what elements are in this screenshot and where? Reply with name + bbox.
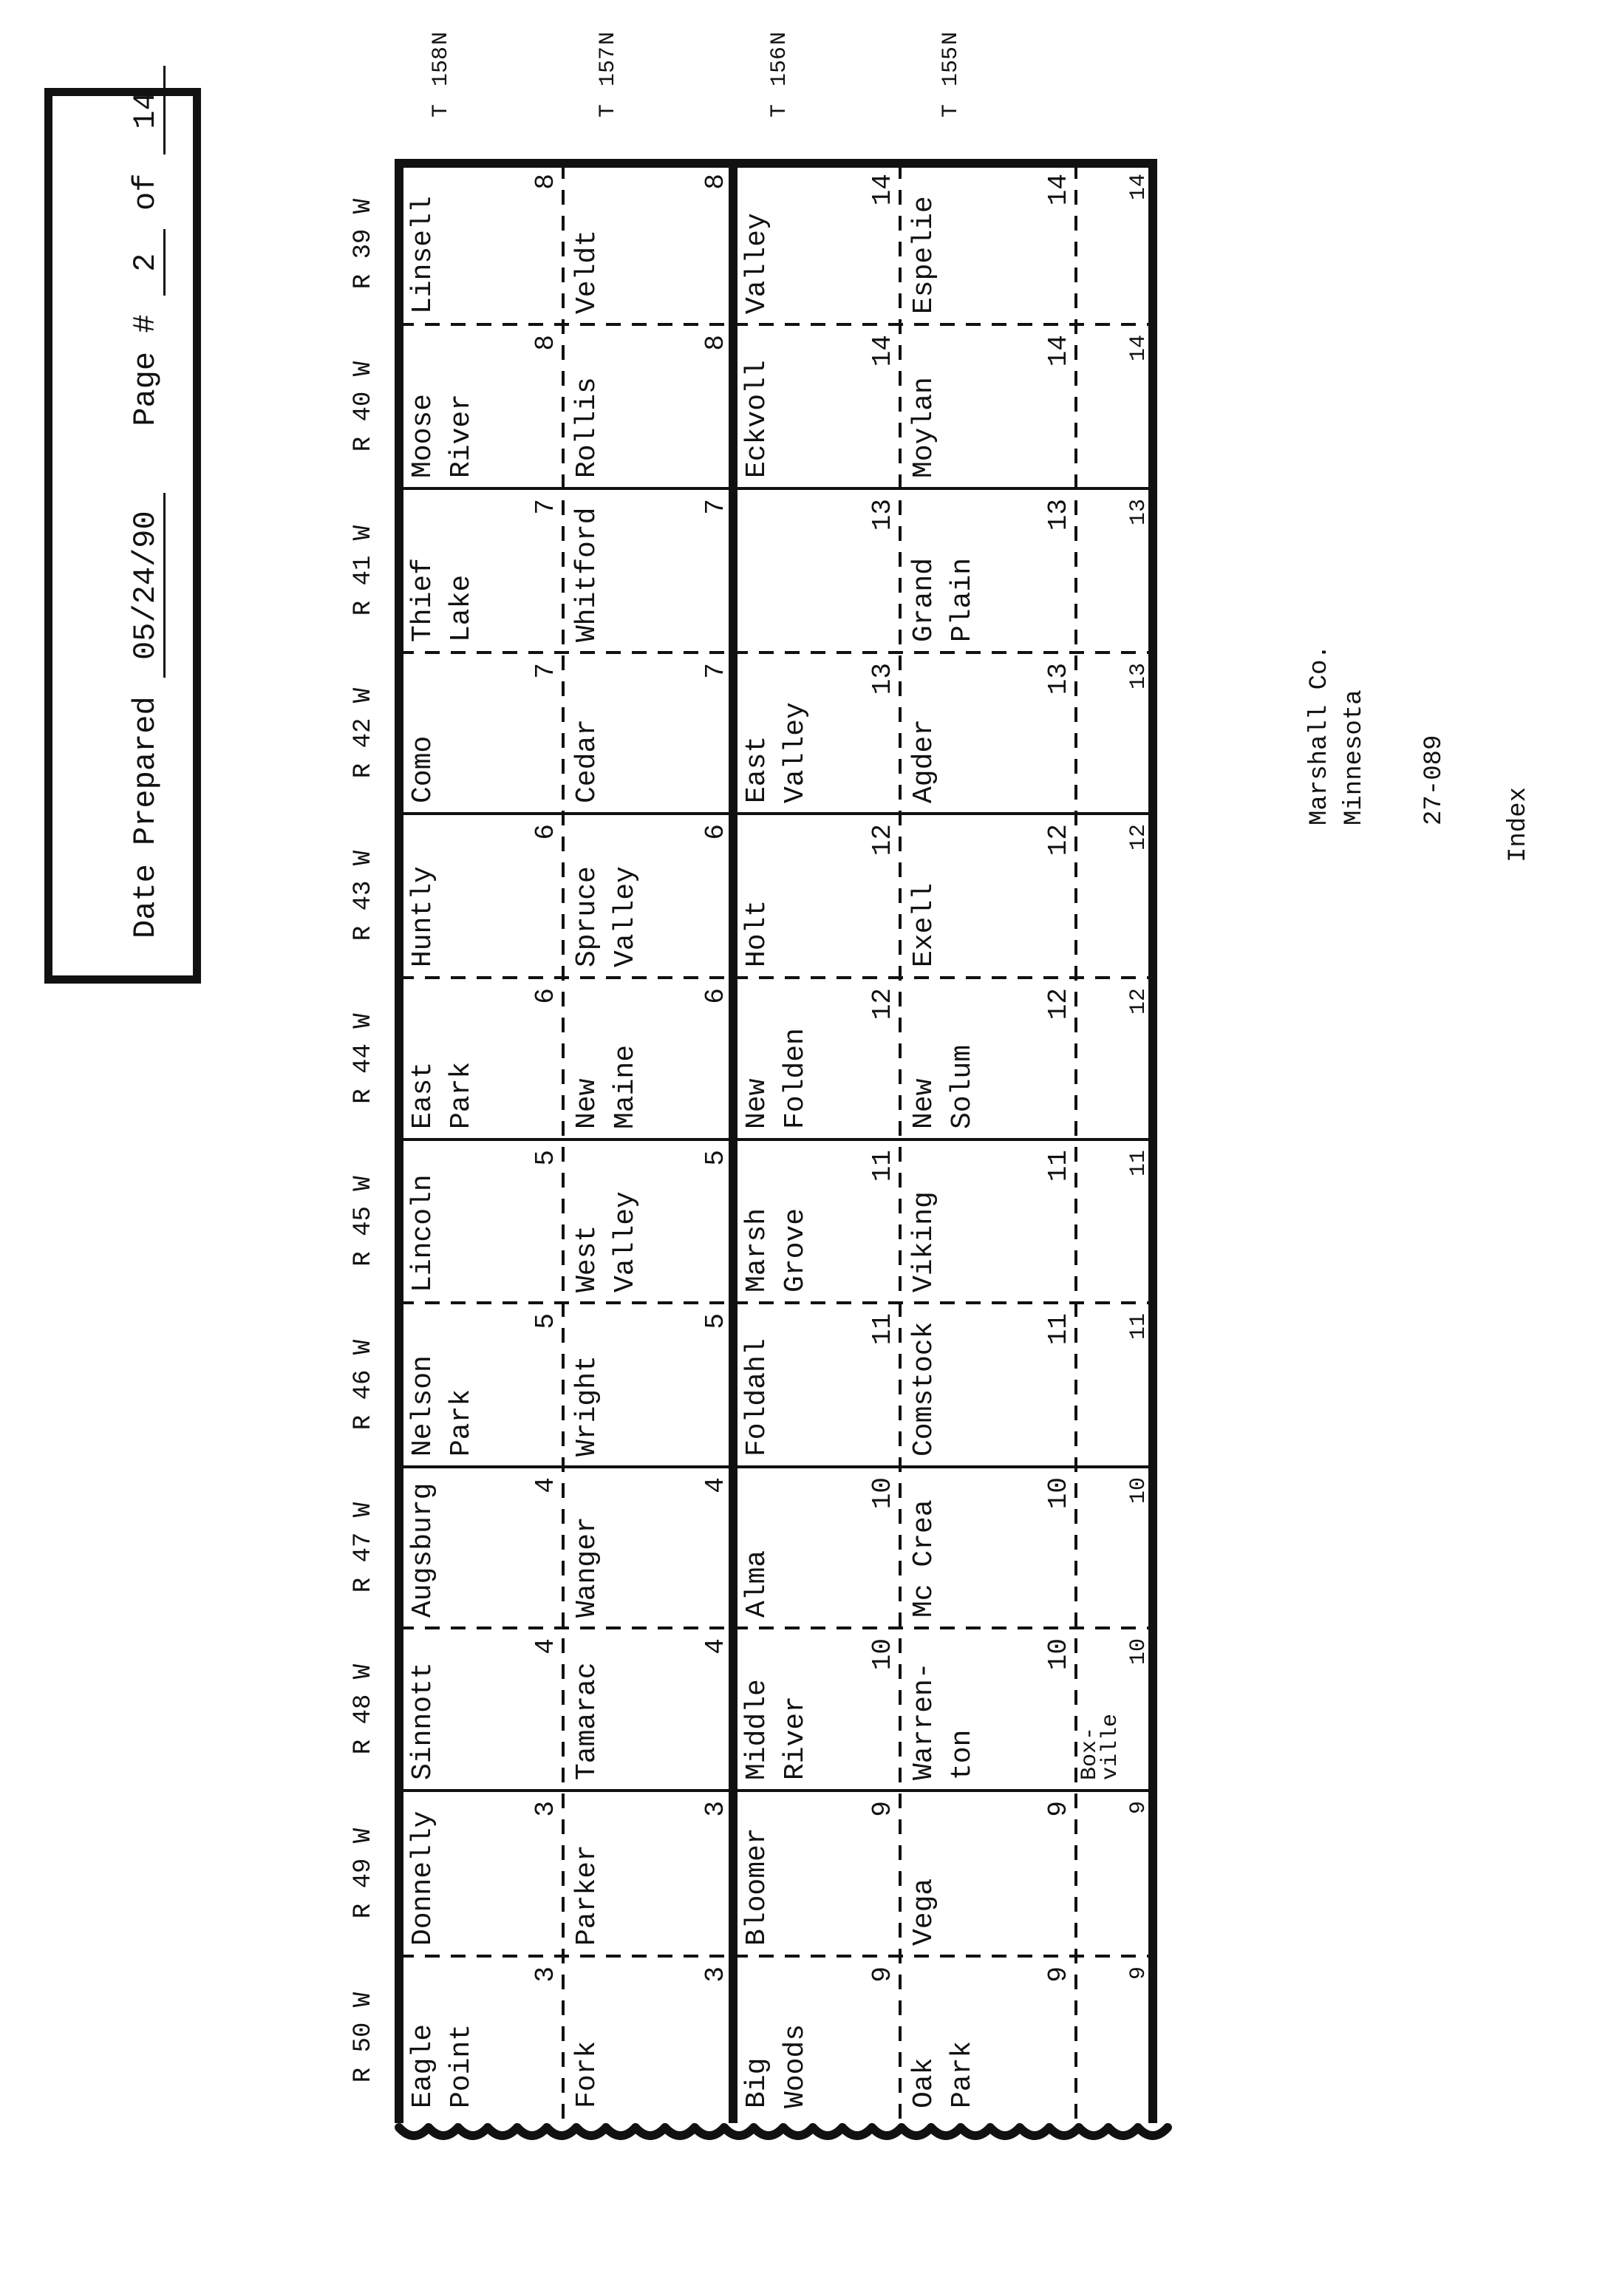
township-name-line: Grand	[908, 557, 940, 642]
township-name-line: ton	[947, 1729, 978, 1780]
page-ref-14: 14	[1126, 335, 1151, 362]
page-number: 2	[128, 229, 166, 296]
range-label-r-50-w: R 50 W	[350, 1992, 378, 2083]
township-n-label: N	[767, 31, 792, 45]
township-t-label: T	[429, 103, 454, 117]
range-label-r-44-w: R 44 W	[350, 1013, 378, 1104]
page-ref-11: 11	[868, 1150, 898, 1182]
township-name-line: Oak	[908, 2057, 940, 2108]
page-ref-14: 14	[1126, 174, 1151, 201]
township-name-line: Valley	[741, 213, 773, 314]
page-ref-13: 13	[868, 499, 898, 531]
township-name-line: Tamarac	[571, 1662, 603, 1780]
page-ref-6: 6	[701, 988, 731, 1004]
page-ref-4: 4	[701, 1638, 731, 1655]
page-ref-8: 8	[531, 174, 561, 190]
range-label-r-42-w: R 42 W	[350, 687, 378, 779]
township-t-label: T	[767, 103, 792, 117]
page-ref-6: 6	[531, 988, 561, 1004]
township-name-line: Eckvoll	[741, 360, 773, 478]
page-ref-9: 9	[868, 1966, 898, 1983]
township-name-line: Park	[446, 1389, 477, 1457]
township-name-line: Solum	[947, 1044, 978, 1129]
of-label: of	[128, 173, 163, 211]
township-name-line: Plain	[947, 557, 978, 642]
township-name-line: Folden	[780, 1028, 811, 1129]
township-name-line: Holt	[741, 899, 773, 967]
township-name-line: Moylan	[908, 377, 940, 478]
page-total: 14	[128, 66, 166, 154]
page-ref-14: 14	[868, 335, 898, 367]
page-ref-4: 4	[531, 1477, 561, 1493]
township-n-label: N	[938, 31, 964, 45]
township-name-line: Como	[407, 735, 439, 803]
township-name-line: Park	[947, 2040, 978, 2108]
township-name-line: Espelie	[908, 196, 940, 314]
page-ref-9: 9	[1043, 1801, 1074, 1817]
township-name-line: Warren-	[908, 1662, 940, 1780]
page-ref-11: 11	[1043, 1313, 1074, 1346]
page-ref-8: 8	[701, 174, 731, 190]
township-name-line: Spruce	[571, 866, 603, 967]
township-name-line: Eagle	[407, 2023, 439, 2108]
township-name-line: Sinnott	[407, 1662, 439, 1780]
township-name-line: River	[446, 393, 477, 478]
township-name-line: New	[741, 1078, 773, 1129]
township-name-line: Box-	[1077, 1726, 1103, 1780]
township-name-line: Grove	[780, 1207, 811, 1292]
township-t-label: T	[938, 103, 964, 117]
township-name-line: Whitford	[571, 507, 603, 642]
township-number-158: 158	[429, 46, 454, 86]
page-ref-3: 3	[701, 1801, 731, 1817]
page-ref-3: 3	[531, 1966, 561, 1983]
page-ref-4: 4	[531, 1638, 561, 1655]
page-ref-3: 3	[531, 1801, 561, 1817]
township-name-line: Big	[741, 2057, 773, 2108]
township-name-line: Exell	[908, 882, 940, 967]
index-label: Index	[1505, 786, 1533, 862]
county-boundary-wavy	[399, 2128, 1168, 2136]
township-n-label: N	[429, 31, 454, 45]
page-ref-6: 6	[701, 824, 731, 840]
township-name-line: Moose	[407, 393, 439, 478]
township-name-line: Donnelly	[407, 1810, 439, 1946]
township-n-label: N	[596, 31, 621, 45]
page-ref-12: 12	[1126, 988, 1151, 1015]
township-name-line: Agder	[908, 718, 940, 803]
page-ref-10: 10	[868, 1477, 898, 1510]
page-ref-11: 11	[868, 1313, 898, 1346]
page-ref-13: 13	[868, 663, 898, 695]
page-ref-10: 10	[1126, 1477, 1151, 1505]
page-ref-14: 14	[1043, 335, 1074, 367]
range-label-r-39-w: R 39 W	[350, 198, 378, 290]
township-name-line: Foldahl	[741, 1338, 773, 1457]
township-name-line: Thief	[407, 557, 439, 642]
township-name-line: ville	[1098, 1713, 1123, 1780]
township-name-line: Mc Crea	[908, 1499, 940, 1618]
page-ref-13: 13	[1126, 663, 1151, 690]
township-name-line: Linsell	[407, 196, 439, 314]
township-name-line: Wanger	[571, 1516, 603, 1618]
township-name-line: River	[780, 1695, 811, 1780]
page-ref-6: 6	[531, 824, 561, 840]
page-ref-7: 7	[701, 499, 731, 515]
range-label-r-43-w: R 43 W	[350, 850, 378, 941]
page-ref-14: 14	[868, 174, 898, 206]
township-name-line: East	[407, 1061, 439, 1129]
page-ref-12: 12	[1043, 824, 1074, 856]
township-name-line: East	[741, 735, 773, 803]
township-name-line: Park	[446, 1061, 477, 1129]
township-name-line: Nelson	[407, 1355, 439, 1457]
page-ref-13: 13	[1043, 663, 1074, 695]
page-ref-5: 5	[531, 1150, 561, 1166]
township-name-line: Rollis	[571, 377, 603, 478]
page-ref-7: 7	[701, 663, 731, 679]
township-name-line: Comstock	[908, 1321, 940, 1457]
page-ref-3: 3	[701, 1966, 731, 1983]
township-name-line: Alma	[741, 1550, 773, 1618]
page-ref-9: 9	[1126, 1801, 1151, 1815]
page-ref-12: 12	[868, 824, 898, 856]
township-name-line: New	[908, 1078, 940, 1129]
township-name-line: Middle	[741, 1679, 773, 1780]
page-ref-5: 5	[701, 1313, 731, 1329]
page-ref-10: 10	[1043, 1638, 1074, 1671]
page-ref-7: 7	[531, 663, 561, 679]
page-ref-9: 9	[1043, 1966, 1074, 1983]
township-name-line: Vega	[908, 1878, 940, 1946]
page-ref-11: 11	[1126, 1313, 1151, 1341]
page-ref-8: 8	[701, 335, 731, 351]
township-t-label: T	[596, 103, 621, 117]
county-label: Marshall Co.	[1306, 644, 1334, 825]
range-label-r-49-w: R 49 W	[350, 1827, 378, 1919]
page-ref-13: 13	[1043, 499, 1074, 531]
township-name-line: Wright	[571, 1355, 603, 1457]
date-value: 05/24/90	[128, 493, 166, 678]
township-number-155: 155	[938, 46, 964, 86]
page-ref-5: 5	[701, 1150, 731, 1166]
page-ref-7: 7	[531, 499, 561, 515]
township-name-line: Fork	[571, 2040, 603, 2108]
range-label-r-40-w: R 40 W	[350, 361, 378, 452]
township-name-line: Valley	[610, 866, 641, 967]
date-label: Date Prepared	[128, 696, 163, 939]
page-ref-13: 13	[1126, 499, 1151, 526]
range-label-r-45-w: R 45 W	[350, 1176, 378, 1267]
township-number-156: 156	[767, 46, 792, 86]
township-name-line: New	[571, 1078, 603, 1129]
page-ref-10: 10	[1126, 1638, 1151, 1666]
township-name-line: Valley	[780, 702, 811, 803]
township-name-line: Veldt	[571, 229, 603, 314]
township-name-line: Maine	[610, 1044, 641, 1129]
township-name-line: Cedar	[571, 718, 603, 803]
page-label: Page #	[128, 314, 163, 426]
page-ref-10: 10	[1043, 1477, 1074, 1510]
township-name-line: Viking	[908, 1191, 940, 1292]
page-ref-12: 12	[1043, 988, 1074, 1021]
page-ref-12: 12	[868, 988, 898, 1021]
page-ref-10: 10	[868, 1638, 898, 1671]
page-ref-11: 11	[1126, 1150, 1151, 1177]
page-ref-4: 4	[701, 1477, 731, 1493]
code-label: 27-089	[1420, 735, 1448, 825]
page-ref-14: 14	[1043, 174, 1074, 206]
township-name-line: Lincoln	[407, 1174, 439, 1292]
page-ref-9: 9	[868, 1801, 898, 1817]
page-ref-9: 9	[1126, 1966, 1151, 1980]
range-label-r-48-w: R 48 W	[350, 1663, 378, 1755]
range-label-r-46-w: R 46 W	[350, 1339, 378, 1431]
page-ref-5: 5	[531, 1313, 561, 1329]
page-ref-12: 12	[1126, 824, 1151, 851]
range-label-r-41-w: R 41 W	[350, 525, 378, 616]
township-name-line: Parker	[571, 1844, 603, 1946]
range-label-r-47-w: R 47 W	[350, 1502, 378, 1593]
township-name-line: Marsh	[741, 1207, 773, 1292]
township-name-line: Woods	[780, 2023, 811, 2108]
township-name-line: Huntly	[407, 866, 439, 967]
township-name-line: Bloomer	[741, 1827, 773, 1946]
township-name-line: Lake	[446, 574, 477, 642]
page-ref-11: 11	[1043, 1150, 1074, 1182]
state-label: Minnesota	[1340, 689, 1369, 825]
township-name-line: West	[571, 1224, 603, 1292]
township-name-line: Valley	[610, 1191, 641, 1292]
page-ref-8: 8	[531, 335, 561, 351]
township-name-line: Point	[446, 2023, 477, 2108]
township-name-line: Augsburg	[407, 1482, 439, 1618]
township-number-157: 157	[596, 46, 621, 86]
